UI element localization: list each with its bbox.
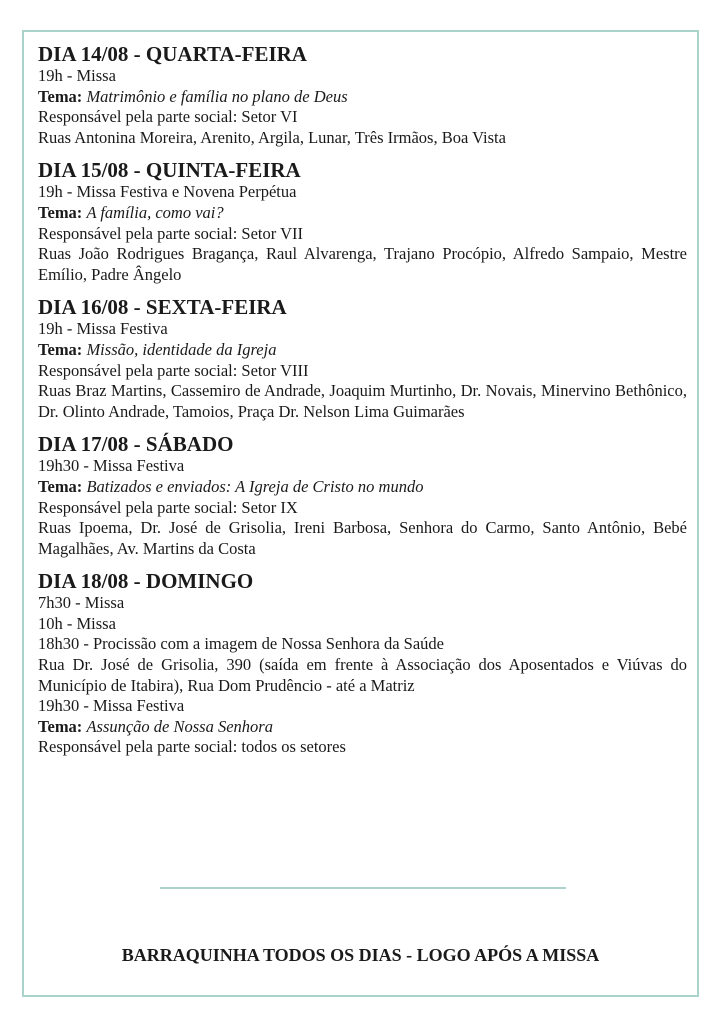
day-section bbox=[38, 42, 687, 148]
tema-label: Tema: bbox=[38, 716, 83, 736]
social-line: Responsável pela parte social: Setor VIII bbox=[38, 360, 309, 380]
tema-value: Matrimônio e família no plano de Deus bbox=[86, 86, 348, 106]
day-title: DIA 16/08 - SEXTA-FEIRA bbox=[38, 295, 287, 320]
social-line: Responsável pela parte social: Setor VI bbox=[38, 107, 298, 127]
tema-label: Tema: bbox=[38, 86, 83, 106]
social-line: Responsável pela parte social: todos os setores bbox=[38, 737, 346, 757]
streets-line: Ruas Ipoema, Dr. José de Grisolia, Ireni Barbosa, Senhora do Carmo, Santo Antônio, Bebé Magalhães, Av. Martins da Costa bbox=[38, 518, 687, 558]
schedule-line: 18h30 - Procissão com a imagem de Nossa Senhora da Saúde bbox=[38, 634, 444, 654]
tema-value: A família, como vai? bbox=[86, 202, 224, 222]
day-title: DIA 17/08 - SÁBADO bbox=[38, 432, 234, 457]
tema-line bbox=[38, 717, 687, 738]
streets-line: Ruas João Rodrigues Bragança, Raul Alvarenga, Trajano Procópio, Alfredo Sampaio, Mestre Emílio, Padre Ângelo bbox=[38, 244, 687, 284]
tema-label: Tema: bbox=[38, 339, 83, 359]
tema-line bbox=[38, 340, 687, 361]
divider bbox=[160, 887, 566, 889]
day-section bbox=[38, 569, 687, 758]
day-title: DIA 18/08 - DOMINGO bbox=[38, 569, 254, 594]
schedule bbox=[38, 42, 687, 768]
social-line: Responsável pela parte social: Setor IX bbox=[38, 497, 298, 517]
tema-line bbox=[38, 477, 687, 498]
day-section bbox=[38, 432, 687, 559]
social-line: Responsável pela parte social: Setor VII bbox=[38, 223, 303, 243]
schedule-line: 19h - Missa bbox=[38, 66, 116, 85]
day-title: DIA 15/08 - QUINTA-FEIRA bbox=[38, 158, 301, 183]
route-line: Rua Dr. José de Grisolia, 390 (saída em frente à Associação dos Aposentados e Viúvas do Município de Itabira), Rua Dom Prudêncio - até a Matriz bbox=[38, 655, 687, 695]
tema-value: Batizados e enviados: A Igreja de Cristo no mundo bbox=[86, 476, 424, 496]
streets-line: Ruas Braz Martins, Cassemiro de Andrade, Joaquim Murtinho, Dr. Novais, Minervino Bethônico, Dr. Olinto Andrade, Tamoios, Praça Dr. Nelson Lima Guimarães bbox=[38, 381, 687, 421]
schedule-line: 7h30 - Missa bbox=[38, 593, 125, 613]
tema-label: Tema: bbox=[38, 202, 83, 222]
tema-label: Tema: bbox=[38, 476, 83, 496]
day-section bbox=[38, 295, 687, 422]
tema-value: Missão, identidade da Igreja bbox=[86, 339, 277, 359]
schedule-line: 19h - Missa Festiva bbox=[38, 319, 168, 339]
tema-line bbox=[38, 87, 687, 108]
schedule-line: 19h30 - Missa Festiva bbox=[38, 456, 185, 476]
day-title: DIA 14/08 - QUARTA-FEIRA bbox=[38, 42, 307, 66]
footer-banner: BARRAQUINHA TODOS OS DIAS - LOGO APÓS A MISSA bbox=[121, 945, 600, 965]
schedule-line: 19h - Missa Festiva e Novena Perpétua bbox=[38, 182, 297, 202]
schedule-line: 19h30 - Missa Festiva bbox=[38, 696, 185, 716]
tema-value: Assunção de Nossa Senhora bbox=[86, 716, 273, 736]
schedule-line: 10h - Missa bbox=[38, 613, 116, 633]
streets-line: Ruas Antonina Moreira, Arenito, Argila, Lunar, Três Irmãos, Boa Vista bbox=[38, 127, 506, 147]
tema-line bbox=[38, 203, 687, 224]
day-section bbox=[38, 158, 687, 285]
